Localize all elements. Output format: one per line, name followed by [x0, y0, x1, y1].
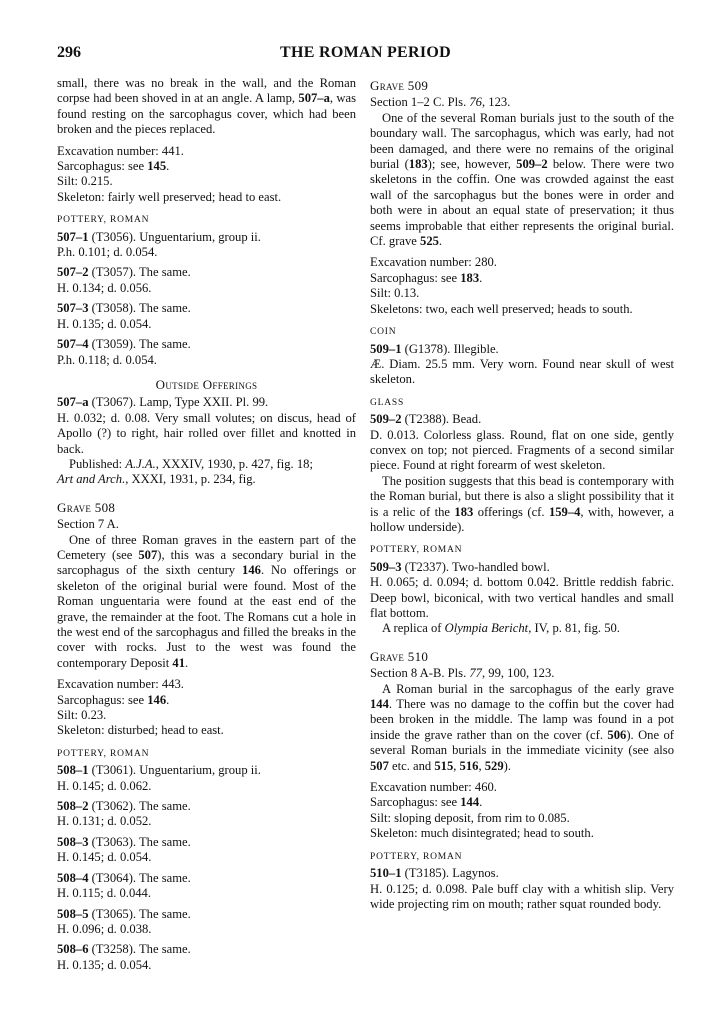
catalog-dimensions: P.h. 0.118; d. 0.054. [57, 352, 157, 367]
catalog-dimensions: H. 0.096; d. 0.038. [57, 921, 152, 936]
excavation-number: Excavation number: 280. [370, 255, 497, 270]
grave-510-title: Grave 510 [370, 648, 429, 664]
catalog-dimensions: H. 0.145; d. 0.054. [57, 850, 152, 865]
silt: Silt: 0.13. [370, 286, 420, 301]
pottery-list-508 [57, 763, 356, 973]
lagynos-description: H. 0.125; d. 0.098. Pale buff clay with a whitish slip. Very wide projecting rim on mouth; rather squat rounded body. [370, 881, 674, 911]
glass-entry: 509–2 (T2388). Bead. [370, 412, 482, 427]
page-number: 296 [57, 44, 81, 61]
lamp-entry: 507–a (T3067). Lamp, Type XXII. Pl. 99. [57, 395, 269, 410]
section-label-glass: GLASS [370, 397, 405, 408]
catalog-entry: 507–3 (T3058). The same. [57, 301, 191, 316]
catalog-dimensions: H. 0.115; d. 0.044. [57, 886, 151, 901]
skeleton: Skeletons: two, each well preserved; heads to south. [370, 301, 633, 316]
catalog-dimensions: P.h. 0.101; d. 0.054. [57, 245, 158, 260]
glass-description: D. 0.013. Colorless glass. Round, flat on one side, gently convex on top; not pierced. Fragments of a second similar piece. Found at right forearm of west skeleton. [370, 427, 674, 473]
catalog-entry: 508–5 (T3065). The same. [57, 906, 191, 921]
grave-508-section: Section 7 A. [57, 517, 119, 532]
grave-509-section: Section 1–2 C. Pls. 76, 123. [370, 95, 511, 110]
catalog-entry: 508–4 (T3064). The same. [57, 870, 191, 885]
catalog-dimensions: H. 0.131; d. 0.052. [57, 814, 152, 829]
glass-note: The position suggests that this bead is contemporary with the Roman burial, but there is also a slight possibility that it is a relic of the 183 offerings (cf. 159–4, with, however, a hollow underside). [370, 473, 674, 534]
sarcophagus-ref: Sarcophagus: see 145. [57, 159, 170, 174]
running-title: THE ROMAN PERIOD [279, 44, 452, 61]
coin-entry: 509–1 (G1378). Illegible. [370, 341, 499, 356]
catalog-dimensions: H. 0.135; d. 0.054. [57, 957, 152, 972]
continuation-paragraph: small, there was no break in the wall, and the Roman corpse had been shoved in at an angle. A lamp, 507–a, was found resting on the sarcophagus cover, which had been broken and the pieces replaced. [57, 76, 356, 137]
left-column [57, 76, 356, 973]
catalog-entry: 508–2 (T3062). The same. [57, 799, 191, 814]
silt: Silt: sloping deposit, from rim to 0.085. [370, 810, 570, 825]
grave-508-title: Grave 508 [57, 499, 116, 515]
sarcophagus-ref: Sarcophagus: see 146. [57, 692, 170, 707]
right-column [370, 76, 674, 912]
bowl-note: A replica of Olympia Bericht, IV, p. 81, fig. 50. [382, 621, 620, 636]
catalog-entry: 507–2 (T3057). The same. [57, 265, 191, 280]
skeleton: Skeleton: fairly well preserved; head to east. [57, 189, 282, 204]
grave-509-description: One of the several Roman burials just to the south of the boundary wall. The sarcophagus, which was early, had not been damaged, and there were no remains of the original burial (183); see, however, 509–2 below. There were two skeletons in the coffin. One was crowded against the east wall of the sarcophagus but the bones were in order and both were in about an equal state of preservation; it thus seems improbable that either represents the original burial. Cf. grave 525. [370, 110, 674, 249]
grave-509-title: Grave 509 [370, 78, 429, 93]
catalog-dimensions: H. 0.145; d. 0.062. [57, 778, 152, 793]
grave-510-section: Section 8 A-B. Pls. 77, 99, 100, 123. [370, 666, 555, 681]
lamp-description: H. 0.032; d. 0.08. Very small volutes; on discus, head of Apollo (?) to right, hair rolled over fillet and knotted in back. [57, 410, 356, 456]
sarcophagus-ref: Sarcophagus: see 183. [370, 270, 483, 285]
excavation-number: Excavation number: 443. [57, 677, 184, 692]
skeleton: Skeleton: much disintegrated; head to south. [370, 826, 594, 841]
outside-offerings-heading: Outside Offerings [155, 376, 258, 392]
silt: Silt: 0.215. [57, 174, 113, 189]
pottery-list-507 [57, 230, 356, 368]
section-label-coin: COIN [370, 327, 397, 338]
catalog-entry: 508–3 (T3063). The same. [57, 834, 191, 849]
section-label-pottery: POTTERY, ROMAN [57, 748, 150, 759]
section-label-pottery: POTTERY, ROMAN [370, 851, 463, 862]
catalog-entry: 508–6 (T3258). The same. [57, 942, 191, 957]
section-label-pottery: POTTERY, ROMAN [370, 545, 463, 556]
section-label-pottery: POTTERY, ROMAN [57, 215, 150, 226]
catalog-dimensions: H. 0.135; d. 0.054. [57, 316, 152, 331]
catalog-entry: 508–1 (T3061). Unguentarium, group ii. [57, 763, 261, 778]
silt: Silt: 0.23. [57, 708, 107, 723]
grave-510-description: A Roman burial in the sarcophagus of the early grave 144. There was no damage to the coffin but the cover had been broken in the middle. The lamp was found in a pot inside the grave rather than on the cover (cf. 506). One of several Roman burials in the immediate vicinity (see also 507 etc. and 515, 516, 529). [370, 681, 674, 773]
page-header [57, 44, 674, 66]
bowl-description: H. 0.065; d. 0.094; d. bottom 0.042. Brittle reddish fabric. Deep bowl, biconical, with two vertical handles and small flat bottom. [370, 575, 674, 620]
catalog-entry: 507–1 (T3056). Unguentarium, group ii. [57, 229, 261, 244]
lagynos-entry: 510–1 (T3185). Lagynos. [370, 866, 499, 881]
excavation-number: Excavation number: 441. [57, 143, 184, 158]
bowl-entry: 509–3 (T2337). Two-handled bowl. [370, 559, 550, 574]
excavation-number: Excavation number: 460. [370, 780, 497, 795]
skeleton: Skeleton: disturbed; head to east. [57, 723, 224, 738]
catalog-dimensions: H. 0.134; d. 0.056. [57, 280, 152, 295]
catalog-entry: 507–4 (T3059). The same. [57, 337, 191, 352]
published-ref: Published: A.J.A., XXXIV, 1930, p. 427, fig. 18; Art and Arch., XXXI, 1931, p. 234, fig. [57, 456, 313, 487]
coin-description: Æ. Diam. 25.5 mm. Very worn. Found near skull of west skeleton. [370, 356, 674, 387]
sarcophagus-ref: Sarcophagus: see 144. [370, 795, 483, 810]
grave-508-description: One of three Roman graves in the eastern part of the Cemetery (see 507), this was a secondary burial in the sarcophagus of the sixth century 146. No offerings or skeleton of the original burial were found. Most of the Roman unguentaria were found at the east end of the grave, the remainder at the foot. The Romans cut a hole in the west end of the sarcophagus and filled the breaks in the cover with rocks. Just to the west was found the contemporary Deposit 41. [57, 532, 356, 670]
